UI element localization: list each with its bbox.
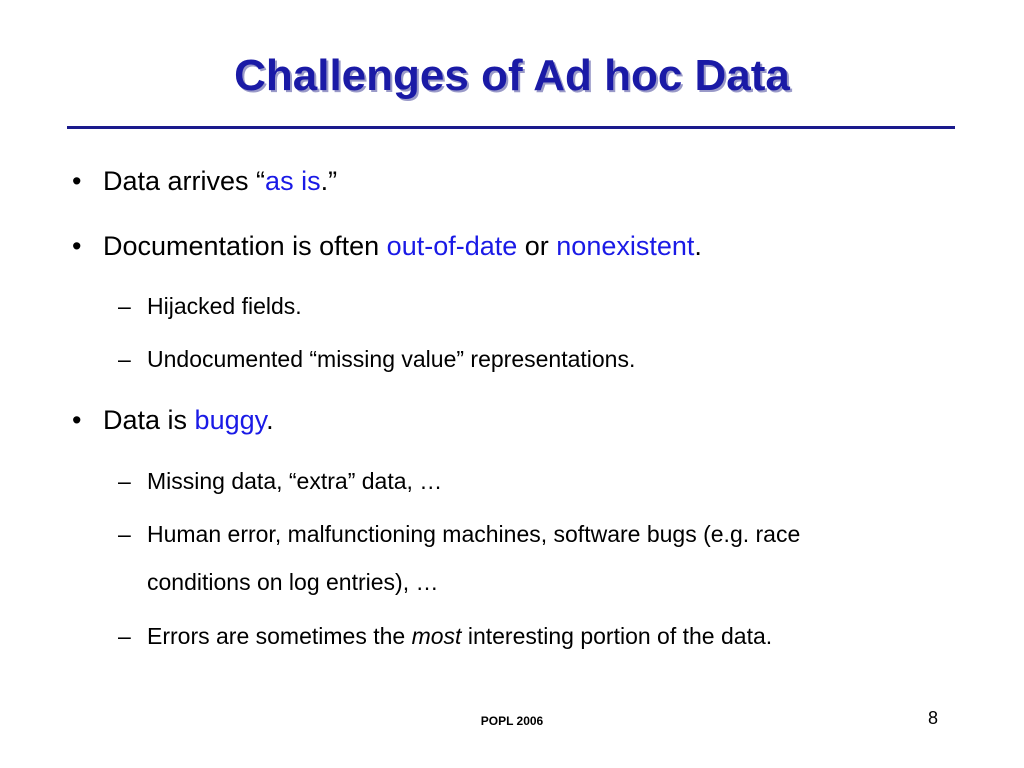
dash-marker: –	[118, 346, 131, 372]
sub-bullet-text: Hijacked fields.	[147, 293, 302, 319]
title-underline	[67, 126, 955, 129]
bullet-marker: •	[72, 166, 82, 196]
bullet-marker: •	[72, 231, 82, 261]
dash-marker: –	[118, 521, 131, 547]
highlighted-text: nonexistent	[556, 231, 695, 261]
bullet-text	[103, 405, 274, 436]
dash-marker: –	[118, 468, 131, 494]
text-segment: .	[266, 405, 274, 435]
sub-bullet-text: conditions on log entries), …	[147, 569, 439, 595]
text-segment: .”	[320, 166, 338, 196]
text-segment: interesting portion of the data.	[461, 623, 773, 649]
sub-bullet-text: Human error, malfunctioning machines, software bugs (e.g. race	[147, 521, 801, 547]
bullet-text	[103, 166, 337, 197]
text-segment: .	[694, 231, 702, 261]
emphasized-text: most	[411, 623, 462, 649]
dash-marker: –	[118, 623, 131, 649]
highlighted-text: out-of-date	[386, 231, 518, 261]
sub-bullet-text: Undocumented “missing value” representations.	[147, 346, 636, 372]
bullet-marker: •	[72, 405, 82, 435]
slide-title: Challenges of Ad hoc Data	[234, 51, 790, 100]
text-segment: or	[517, 231, 557, 261]
bullet-text	[103, 231, 702, 262]
sub-bullet-text: Missing data, “extra” data, …	[147, 468, 443, 494]
sub-bullet-text	[147, 623, 772, 650]
text-segment: Data arrives “	[103, 166, 266, 196]
text-segment: Documentation is often	[103, 231, 387, 261]
highlighted-text: as is	[265, 166, 321, 196]
page-number: 8	[927, 708, 938, 728]
dash-marker: –	[118, 293, 131, 319]
footer-text: POPL 2006	[480, 714, 544, 728]
text-segment: Data is	[103, 405, 195, 435]
text-segment: Errors are sometimes the	[147, 623, 412, 649]
highlighted-text: buggy	[194, 405, 267, 435]
